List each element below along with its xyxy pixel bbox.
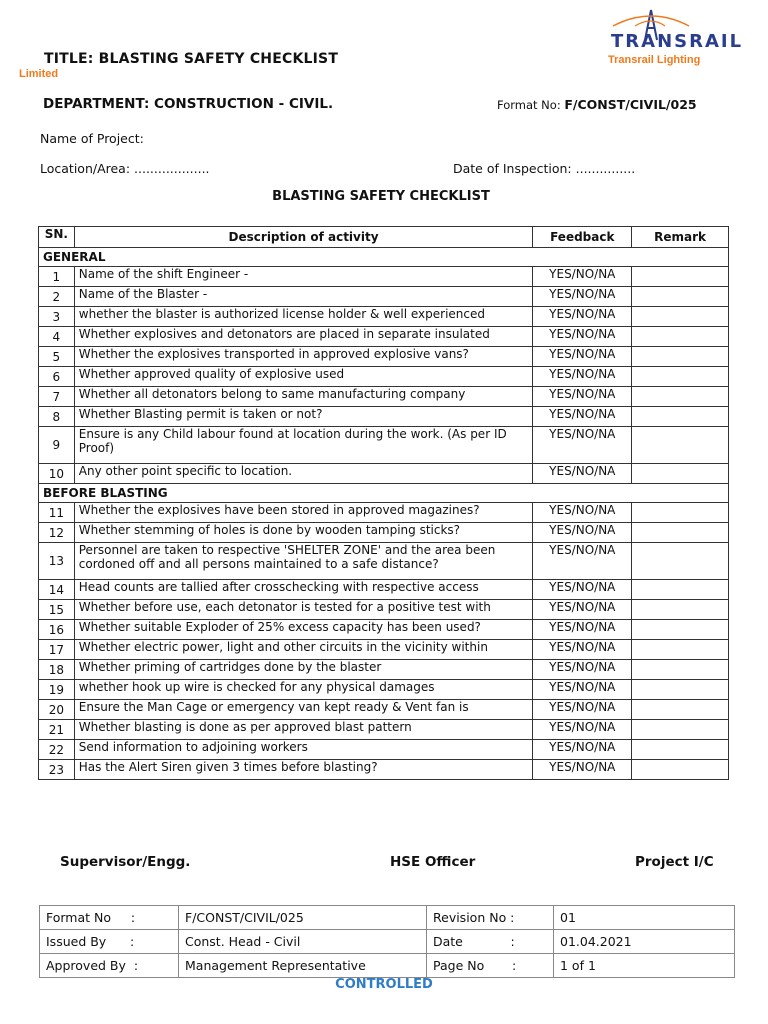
row-number: 12 xyxy=(39,523,75,543)
row-number: 7 xyxy=(39,387,75,407)
signature-project-ic: Project I/C xyxy=(635,854,714,870)
row-feedback: YES/NO/NA xyxy=(533,347,632,367)
table-row xyxy=(39,680,729,700)
document-control-table xyxy=(39,905,735,978)
table-row xyxy=(39,700,729,720)
row-feedback: YES/NO/NA xyxy=(533,407,632,427)
row-feedback: YES/NO/NA xyxy=(533,327,632,347)
table-row xyxy=(39,580,729,600)
row-description: Whether suitable Exploder of 25% excess capacity has been used? xyxy=(74,620,533,640)
table-row xyxy=(39,287,729,307)
header-description: Description of activity xyxy=(74,227,533,248)
row-remark xyxy=(632,523,729,543)
table-row xyxy=(39,407,729,427)
row-remark xyxy=(632,387,729,407)
footer-label: Date : xyxy=(427,930,554,954)
section-title: BEFORE BLASTING xyxy=(39,484,729,503)
row-remark xyxy=(632,327,729,347)
table-row xyxy=(39,620,729,640)
footer-value: 01 xyxy=(554,906,735,930)
row-feedback: YES/NO/NA xyxy=(533,680,632,700)
row-feedback: YES/NO/NA xyxy=(533,464,632,484)
row-feedback: YES/NO/NA xyxy=(533,387,632,407)
inspection-date-field: Date of Inspection: ............... xyxy=(453,161,636,176)
row-remark xyxy=(632,464,729,484)
row-remark xyxy=(632,307,729,327)
row-number: 15 xyxy=(39,600,75,620)
row-description: Has the Alert Siren given 3 times before blasting? xyxy=(74,760,533,780)
row-description: Personnel are taken to respective 'SHELTER ZONE' and the area been cordoned off and all persons maintained to a safe distance? xyxy=(74,543,533,580)
row-number: 5 xyxy=(39,347,75,367)
format-number xyxy=(497,97,697,112)
table-row xyxy=(39,387,729,407)
row-remark xyxy=(632,600,729,620)
footer-value: 1 of 1 xyxy=(554,954,735,978)
row-feedback: YES/NO/NA xyxy=(533,503,632,523)
table-row xyxy=(39,640,729,660)
table-row xyxy=(39,503,729,523)
signature-supervisor: Supervisor/Engg. xyxy=(60,854,191,870)
row-feedback: YES/NO/NA xyxy=(533,523,632,543)
row-description: Whether blasting is done as per approved blast pattern xyxy=(74,720,533,740)
row-description: whether hook up wire is checked for any physical damages xyxy=(74,680,533,700)
table-row xyxy=(39,307,729,327)
row-description: Whether priming of cartridges done by the blaster xyxy=(74,660,533,680)
section-title: GENERAL xyxy=(39,248,729,267)
row-description: Whether all detonators belong to same manufacturing company xyxy=(74,387,533,407)
row-number: 11 xyxy=(39,503,75,523)
row-number: 22 xyxy=(39,740,75,760)
row-number: 3 xyxy=(39,307,75,327)
row-remark xyxy=(632,620,729,640)
signature-hse-officer: HSE Officer xyxy=(390,854,476,870)
row-feedback: YES/NO/NA xyxy=(533,640,632,660)
footer-value: F/CONST/CIVIL/025 xyxy=(179,906,427,930)
location-field: Location/Area: ................... xyxy=(40,161,210,176)
header-sn: SN. xyxy=(39,227,75,248)
row-description: Send information to adjoining workers xyxy=(74,740,533,760)
row-number: 14 xyxy=(39,580,75,600)
row-description: Ensure is any Child labour found at location during the work. (As per ID Proof) xyxy=(74,427,533,464)
row-feedback: YES/NO/NA xyxy=(533,740,632,760)
transrail-logo xyxy=(605,6,755,70)
row-description: Whether the explosives have been stored in approved magazines? xyxy=(74,503,533,523)
row-description: whether the blaster is authorized license holder & well experienced xyxy=(74,307,533,327)
row-description: Whether Blasting permit is taken or not? xyxy=(74,407,533,427)
row-remark xyxy=(632,760,729,780)
row-number: 20 xyxy=(39,700,75,720)
row-remark xyxy=(632,660,729,680)
table-row xyxy=(39,267,729,287)
row-number: 16 xyxy=(39,620,75,640)
footer-label: Page No : xyxy=(427,954,554,978)
row-feedback: YES/NO/NA xyxy=(533,600,632,620)
row-number: 17 xyxy=(39,640,75,660)
table-header-row xyxy=(39,227,729,248)
row-feedback: YES/NO/NA xyxy=(533,307,632,327)
row-description: Name of the Blaster - xyxy=(74,287,533,307)
department: DEPARTMENT: CONSTRUCTION - CIVIL. xyxy=(43,96,334,112)
row-description: Whether electric power, light and other circuits in the vicinity within xyxy=(74,640,533,660)
row-feedback: YES/NO/NA xyxy=(533,760,632,780)
row-remark xyxy=(632,267,729,287)
header-remark: Remark xyxy=(632,227,729,248)
table-row xyxy=(39,660,729,680)
row-remark xyxy=(632,720,729,740)
format-value: F/CONST/CIVIL/025 xyxy=(564,97,697,112)
row-feedback: YES/NO/NA xyxy=(533,660,632,680)
row-number: 10 xyxy=(39,464,75,484)
footer-value: 01.04.2021 xyxy=(554,930,735,954)
footer-row xyxy=(40,906,735,930)
row-remark xyxy=(632,367,729,387)
row-remark xyxy=(632,543,729,580)
row-feedback: YES/NO/NA xyxy=(533,580,632,600)
row-number: 9 xyxy=(39,427,75,464)
row-remark xyxy=(632,427,729,464)
table-row xyxy=(39,740,729,760)
row-feedback: YES/NO/NA xyxy=(533,620,632,640)
row-number: 21 xyxy=(39,720,75,740)
table-row xyxy=(39,327,729,347)
doc-title: TITLE: BLASTING SAFETY CHECKLIST xyxy=(44,51,339,67)
footer-label: Approved By : xyxy=(40,954,179,978)
format-label: Format No: xyxy=(497,98,561,112)
row-feedback: YES/NO/NA xyxy=(533,720,632,740)
footer-label: Issued By : xyxy=(40,930,179,954)
row-feedback: YES/NO/NA xyxy=(533,287,632,307)
row-number: 13 xyxy=(39,543,75,580)
table-row xyxy=(39,600,729,620)
section-row xyxy=(39,248,729,267)
table-row xyxy=(39,464,729,484)
row-feedback: YES/NO/NA xyxy=(533,267,632,287)
row-description: Whether stemming of holes is done by wooden tamping sticks? xyxy=(74,523,533,543)
row-description: Any other point specific to location. xyxy=(74,464,533,484)
row-remark xyxy=(632,580,729,600)
company-limited: Limited xyxy=(19,68,59,80)
logo-wordmark: TRANSRAIL xyxy=(611,31,744,52)
row-description: Whether explosives and detonators are placed in separate insulated xyxy=(74,327,533,347)
row-remark xyxy=(632,503,729,523)
table-row xyxy=(39,427,729,464)
row-feedback: YES/NO/NA xyxy=(533,367,632,387)
row-feedback: YES/NO/NA xyxy=(533,700,632,720)
row-remark xyxy=(632,740,729,760)
row-number: 1 xyxy=(39,267,75,287)
row-description: Whether before use, each detonator is tested for a positive test with xyxy=(74,600,533,620)
row-remark xyxy=(632,347,729,367)
row-description: Ensure the Man Cage or emergency van kept ready & Vent fan is xyxy=(74,700,533,720)
footer-row xyxy=(40,954,735,978)
row-description: Name of the shift Engineer - xyxy=(74,267,533,287)
footer-label: Format No : xyxy=(40,906,179,930)
table-row xyxy=(39,720,729,740)
row-number: 4 xyxy=(39,327,75,347)
row-remark xyxy=(632,407,729,427)
logo-subtitle: Transrail Lighting xyxy=(608,54,701,66)
controlled-stamp: CONTROLLED xyxy=(335,977,433,992)
table-row xyxy=(39,367,729,387)
table-row xyxy=(39,523,729,543)
row-number: 23 xyxy=(39,760,75,780)
footer-value: Management Representative xyxy=(179,954,427,978)
row-feedback: YES/NO/NA xyxy=(533,427,632,464)
table-row xyxy=(39,760,729,780)
row-description: Whether approved quality of explosive used xyxy=(74,367,533,387)
footer-row xyxy=(40,930,735,954)
row-number: 18 xyxy=(39,660,75,680)
project-name-field: Name of Project: xyxy=(40,131,144,146)
section-row xyxy=(39,484,729,503)
table-row xyxy=(39,543,729,580)
row-description: Whether the explosives transported in approved explosive vans? xyxy=(74,347,533,367)
footer-value: Const. Head - Civil xyxy=(179,930,427,954)
row-remark xyxy=(632,700,729,720)
row-number: 6 xyxy=(39,367,75,387)
checklist-table xyxy=(38,226,729,780)
row-description: Head counts are tallied after crosschecking with respective access xyxy=(74,580,533,600)
header-feedback: Feedback xyxy=(533,227,632,248)
row-remark xyxy=(632,680,729,700)
row-feedback: YES/NO/NA xyxy=(533,543,632,580)
row-remark xyxy=(632,640,729,660)
row-number: 2 xyxy=(39,287,75,307)
footer-label: Revision No : xyxy=(427,906,554,930)
row-number: 8 xyxy=(39,407,75,427)
checklist-title: BLASTING SAFETY CHECKLIST xyxy=(272,189,490,204)
table-row xyxy=(39,347,729,367)
row-number: 19 xyxy=(39,680,75,700)
row-remark xyxy=(632,287,729,307)
